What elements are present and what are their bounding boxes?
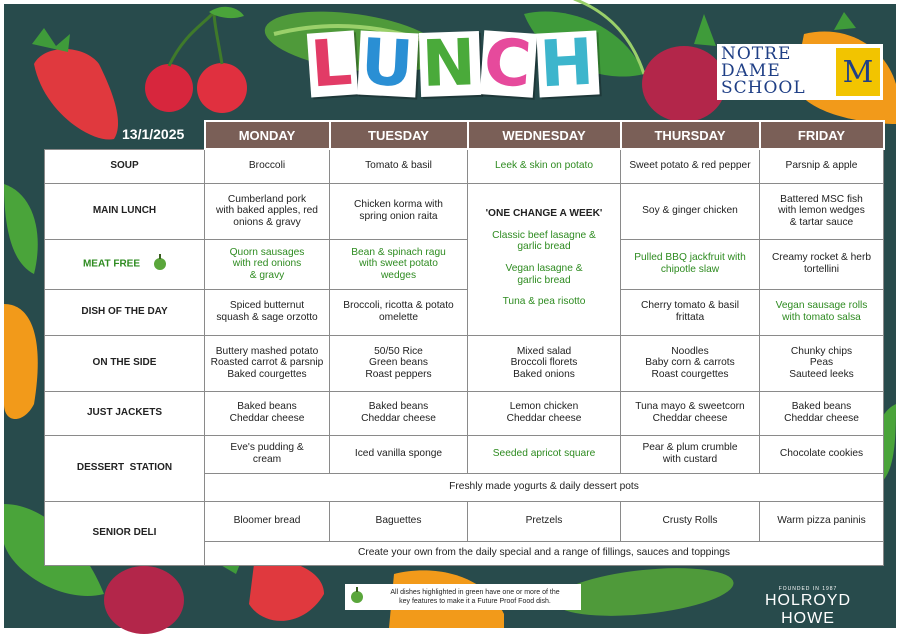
dish-line: Bean & spinach ragu (351, 246, 446, 258)
school-name-line: DAME (721, 61, 781, 81)
row-label: SOUP (45, 149, 205, 183)
dish-line: Cheddar cheese (361, 413, 436, 424)
menu-cell (621, 391, 760, 435)
pepper-left-illustration (4, 304, 38, 419)
menu-cell (330, 149, 468, 183)
dish-line: Chunky chips (790, 345, 853, 357)
menu-cell (330, 501, 468, 541)
dish-line: Pulled BBQ jackfruit with (634, 252, 746, 264)
dish-line: garlic bread (517, 274, 571, 286)
dish-line: Soy & ginger chicken (642, 205, 738, 217)
footnote-line: key features to make it a Future Proof Food dish. (399, 598, 551, 605)
cherries-illustration (145, 7, 247, 113)
row-label: DESSERT STATION (45, 435, 205, 501)
dish-line: Bloomer bread (233, 515, 301, 527)
menu-cell (330, 435, 468, 473)
day-header: MONDAY (205, 121, 330, 149)
menu-cell (468, 435, 621, 473)
dish-line: Baked beans (368, 401, 429, 413)
dish-line: Broccoli florets (510, 357, 578, 369)
dish-line: Classic beef lasagne & (492, 229, 596, 241)
footnote-line: All dishes highlighted in green have one or more of the (390, 589, 560, 596)
dish-line: Cheddar cheese (506, 413, 582, 424)
dish-line: Sweet potato & red pepper (629, 160, 751, 172)
dish-line: Tuna & pea risotto (502, 296, 586, 308)
menu-cell (468, 149, 621, 183)
dish-line: with tomato salsa (782, 312, 861, 323)
menu-cell (205, 501, 330, 541)
green-dishes-footnote (345, 584, 581, 610)
dish-line: omelette (378, 312, 419, 323)
table-row (45, 289, 884, 335)
dish-line: frittata (675, 312, 705, 323)
beetroot-top-illustration (642, 14, 726, 122)
dish-line: Tomato & basil (365, 160, 432, 172)
dish-line: Cherry tomato & basil (641, 300, 739, 312)
dish-line: Roast courgettes (651, 368, 729, 380)
dish-line: with sweet potato (359, 258, 438, 270)
menu-cell (205, 335, 330, 391)
dish-line: Green beans (369, 357, 428, 369)
menu-cell (760, 289, 884, 335)
dish-line: Battered MSC fish (780, 193, 863, 205)
menu-cell (205, 435, 330, 473)
dish-line: Baked courgettes (227, 368, 307, 380)
menu-cell (760, 501, 884, 541)
dish-line: Cheddar cheese (652, 413, 728, 424)
dish-line: Seeded apricot square (492, 448, 596, 460)
menu-cell (468, 501, 621, 541)
dish-line: Roasted carrot & parsnip (210, 357, 324, 369)
day-header: WEDNESDAY (468, 121, 621, 149)
dish-line: with custard (662, 454, 718, 465)
table-row (45, 149, 884, 183)
shared-deli-cell: Create your own from the daily special and a range of fillings, sauces and toppings (205, 541, 884, 565)
dish-line: Broccoli (248, 160, 286, 172)
menu-cell (760, 183, 884, 239)
dish-line: Chocolate cookies (779, 448, 864, 460)
table-header-row (45, 121, 884, 149)
table-row (45, 501, 884, 541)
lunch-title (308, 25, 601, 103)
school-crest-icon (836, 48, 880, 96)
title-letter: U (358, 25, 417, 103)
title-letter: H (538, 25, 598, 103)
dish-line: Peas (809, 357, 834, 369)
row-label: ON THE SIDE (45, 335, 205, 391)
dish-line: Spiced butternut (229, 300, 305, 312)
wednesday-special-cell (468, 183, 621, 335)
dish-line: Lemon chicken (509, 401, 579, 413)
menu-cell (205, 289, 330, 335)
dish-line: Cheddar cheese (784, 413, 859, 424)
dish-line: Baguettes (375, 515, 422, 527)
school-name-line: NOTRE (721, 44, 792, 64)
row-label: SENIOR DELI (45, 501, 205, 565)
dish-line: Roast peppers (365, 368, 432, 380)
dish-line: Creamy rocket & herb (771, 252, 872, 264)
menu-cell (330, 335, 468, 391)
crest-monogram: M (842, 55, 874, 90)
dish-line: Pear & plum crumble (642, 442, 738, 454)
dish-line: tortellini (803, 264, 840, 275)
menu-cell (621, 289, 760, 335)
menu-cell (621, 239, 760, 289)
dish-line: Baked onions (513, 368, 575, 380)
menu-cell (330, 391, 468, 435)
title-letter: N (420, 26, 479, 102)
menu-cell (330, 289, 468, 335)
school-name (721, 46, 806, 97)
apple-icon (154, 258, 166, 270)
table-row (45, 391, 884, 435)
dish-line: Eve's pudding & (230, 442, 304, 454)
dish-line: Iced vanilla sponge (354, 448, 443, 460)
dish-line: Sauteed leeks (789, 368, 854, 380)
menu-cell (760, 435, 884, 473)
menu-cell (621, 183, 760, 239)
day-header: THURSDAY (621, 121, 760, 149)
caterer-logo (738, 586, 878, 634)
shared-dessert-cell: Freshly made yogurts & daily dessert pots (205, 473, 884, 501)
menu-date: 13/1/2025 (122, 126, 185, 142)
dish-line: & gravy (249, 269, 285, 281)
menu-cell (621, 501, 760, 541)
dish-line: with red onions (232, 258, 302, 270)
menu-cell (621, 335, 760, 391)
row-label: MAIN LUNCH (45, 183, 205, 239)
dish-line: Baby corn & carrots (645, 357, 735, 369)
row-label-meat-free (45, 239, 205, 289)
dish-line: Cheddar cheese (229, 413, 305, 424)
day-header: TUESDAY (330, 121, 468, 149)
dish-line: Baked beans (237, 401, 297, 413)
dish-line: Parsnip & apple (785, 160, 858, 172)
school-logo (717, 44, 883, 100)
table-row (45, 435, 884, 473)
table-row (45, 183, 884, 239)
menu-cell (760, 149, 884, 183)
row-label: DISH OF THE DAY (45, 289, 205, 335)
dish-line: chipotle slaw (660, 264, 720, 275)
dish-line: Broccoli, ricotta & potato (343, 300, 454, 312)
dish-line: Leek & skin on potato (495, 160, 593, 172)
dish-line: onions & gravy (233, 216, 301, 228)
dish-line: & tartar sauce (789, 216, 854, 228)
day-header: FRIDAY (760, 121, 884, 149)
footnote-text (373, 588, 577, 606)
one-change-heading: 'ONE CHANGE A WEEK' (485, 208, 603, 220)
menu-cell (330, 239, 468, 289)
menu-cell (330, 183, 468, 239)
dish-line: Vegan sausage rolls (775, 300, 868, 312)
menu-cell (205, 239, 330, 289)
dish-line: Crusty Rolls (662, 515, 718, 527)
menu-cell (468, 335, 621, 391)
greens-left-illustration (4, 184, 38, 274)
menu-poster (4, 4, 896, 634)
title-letter: L (308, 25, 357, 103)
dish-line: Vegan lasagne & (505, 263, 583, 274)
row-label: MEAT FREE (82, 258, 141, 270)
dish-line: cream (252, 454, 282, 465)
caterer-tagline-top: FOUNDED IN 1987 (778, 586, 838, 592)
dish-line: Quorn sausages (229, 246, 305, 258)
school-name-line: SCHOOL (721, 78, 806, 98)
row-label: JUST JACKETS (45, 391, 205, 435)
dish-line: garlic bread (517, 241, 571, 253)
menu-cell (621, 149, 760, 183)
dish-line: with baked apples, red (216, 205, 318, 217)
menu-cell (621, 435, 760, 473)
table-row (45, 239, 884, 289)
menu-cell (760, 335, 884, 391)
beetroot-bottom-illustration (104, 566, 184, 634)
dish-line: 50/50 Rice (374, 345, 423, 357)
corner-cell (45, 121, 205, 149)
menu-cell (468, 391, 621, 435)
dish-line: Cumberland pork (227, 193, 307, 205)
dish-line: spring onion raita (359, 211, 438, 222)
menu-cell (205, 183, 330, 239)
menu-cell (205, 149, 330, 183)
caterer-tagline-bottom: FEEDING INDEPENDENT MINDS (757, 628, 859, 634)
dish-line: Baked beans (791, 401, 852, 413)
dish-line: Pretzels (525, 515, 563, 527)
dish-line: Chicken korma with (354, 199, 443, 211)
menu-table (44, 120, 885, 566)
dish-line: Tuna mayo & sweetcorn (635, 401, 745, 413)
title-letter: C (481, 25, 536, 103)
table-row (45, 335, 884, 391)
caterer-name: HOLROYD HOWE (764, 592, 852, 627)
dish-line: Buttery mashed potato (215, 345, 319, 357)
menu-cell (760, 391, 884, 435)
dish-line: with lemon wedges (778, 205, 865, 217)
dish-line: Warm pizza paninis (777, 515, 866, 527)
apple-icon (351, 591, 363, 603)
dish-line: Noodles (671, 345, 709, 357)
dish-line: squash & sage orzotto (216, 312, 318, 323)
menu-cell (760, 239, 884, 289)
menu-cell (205, 391, 330, 435)
dish-line: Mixed salad (516, 345, 572, 357)
dish-line: wedges (380, 269, 417, 281)
